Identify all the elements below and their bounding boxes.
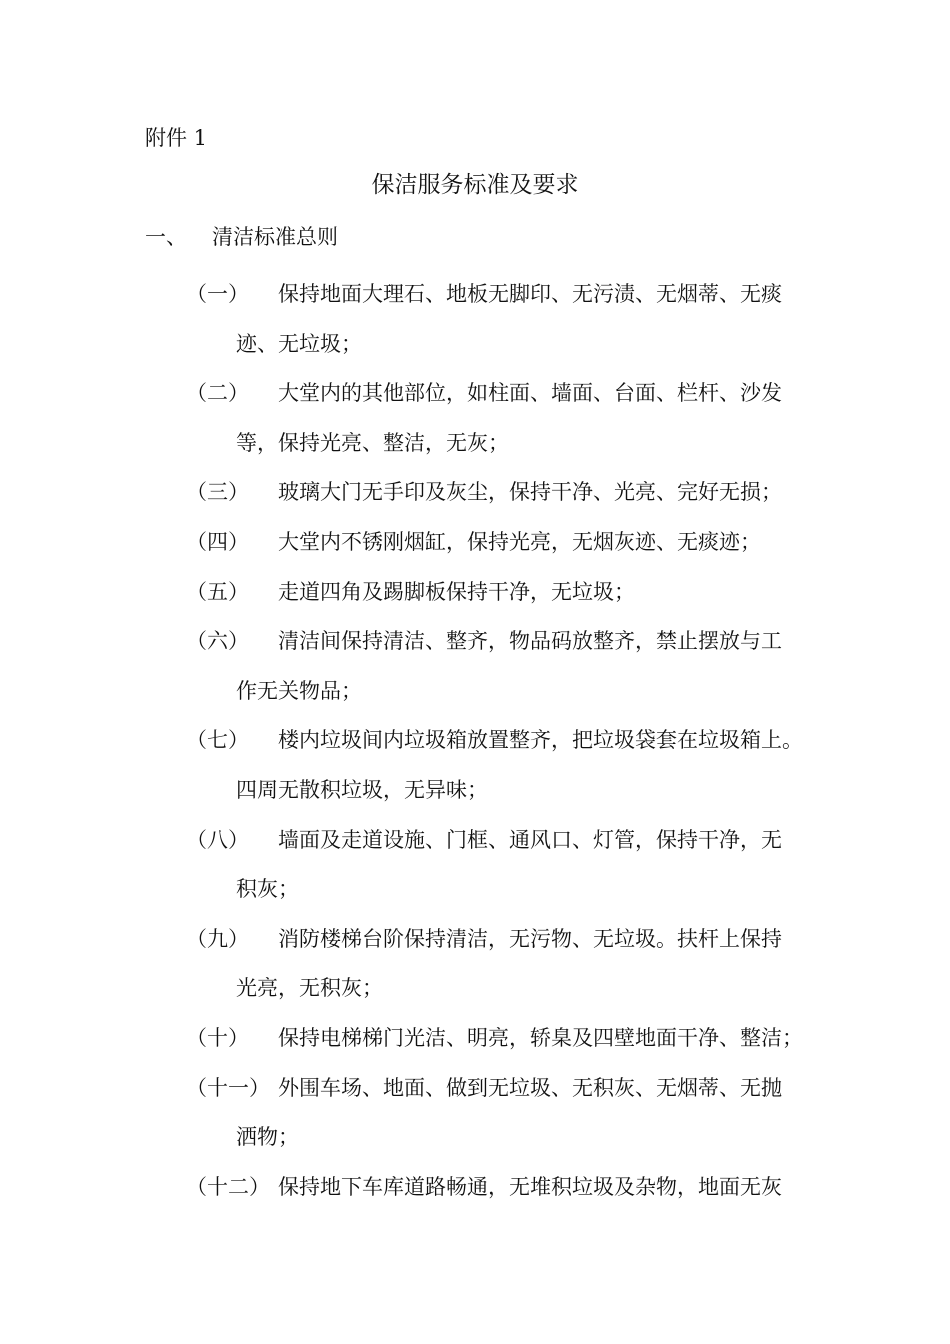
list-item-marker: （一）: [186, 282, 249, 306]
list-item-marker: （十）: [186, 1025, 249, 1050]
section-heading: [145, 223, 338, 251]
list-item: [186, 1064, 826, 1163]
list-item-line: [186, 1014, 826, 1064]
list-item-line: [186, 270, 826, 320]
list-item: [186, 518, 826, 568]
list-item: [186, 617, 826, 716]
list-item-line: [186, 617, 826, 667]
list-item-marker: （十一）: [186, 1075, 270, 1100]
list-item-continuation: 积灰；: [236, 877, 299, 902]
list-item-line: [186, 568, 826, 618]
list-item-line: [186, 1064, 826, 1114]
section-heading-text: 清洁标准总则: [212, 225, 338, 249]
list-item-marker: （七）: [186, 728, 249, 753]
list-item-text: 大堂内不锈刚烟缸，保持光亮，无烟灰迹、无痰迹；: [278, 529, 761, 554]
list-item-line: [186, 468, 826, 518]
list-item: [186, 1014, 826, 1064]
list-item: [186, 816, 826, 915]
list-item: [186, 1163, 826, 1213]
list-item-continuation: 迹、无垃圾；: [236, 331, 362, 356]
list-item-marker: （五）: [186, 579, 249, 604]
section-number: 一、: [145, 225, 187, 249]
list-item-text: 楼内垃圾间内垃圾箱放置整齐，把垃圾袋套在垃圾箱上。: [278, 728, 803, 753]
attachment-label: 附件 1: [145, 126, 208, 150]
list-item: [186, 270, 826, 369]
list-item-continuation: 洒物；: [236, 1125, 299, 1150]
list-item-line: [186, 518, 826, 568]
list-item-continuation: 作无关物品；: [236, 678, 362, 703]
list-item-text: 消防楼梯台阶保持清洁，无污物、无垃圾。扶杆上保持: [278, 926, 782, 951]
list-item-text: 清洁间保持清洁、整齐，物品码放整齐，禁止摆放与工: [278, 629, 782, 654]
list-item-continuation: 四周无散积垃圾，无异味；: [236, 777, 488, 802]
list-item-text: 墙面及走道设施、门框、通风口、灯管，保持干净，无: [278, 827, 782, 852]
standards-list: [186, 270, 826, 1212]
list-item-text: 保持地下车库道路畅通，无堆积垃圾及杂物，地面无灰: [278, 1174, 782, 1199]
list-item: [186, 568, 826, 618]
list-item-marker: （十二）: [186, 1174, 270, 1199]
list-item-line: [186, 369, 826, 419]
list-item-continuation: 光亮，无积灰；: [236, 976, 383, 1001]
list-item-text: 走道四角及踢脚板保持干净，无垃圾；: [278, 579, 635, 604]
list-item-text: 保持地面大理石、地板无脚印、无污渍、无烟蒂、无痰: [278, 282, 782, 306]
list-item: [186, 468, 826, 518]
list-item-line: [186, 915, 826, 965]
list-item-text: 保持电梯梯门光洁、明亮，轿臬及四壁地面干净、整洁；: [278, 1025, 803, 1050]
list-item-marker: （八）: [186, 827, 249, 852]
list-item-line: [186, 1163, 826, 1213]
list-item: [186, 369, 826, 468]
list-item-text: 大堂内的其他部位，如柱面、墙面、台面、栏杆、沙发: [278, 381, 782, 406]
list-item-line: [186, 716, 826, 766]
list-item-marker: （六）: [186, 629, 249, 654]
list-item-text: 玻璃大门无手印及灰尘，保持干净、光亮、完好无损；: [278, 480, 782, 505]
page-title: 保洁服务标准及要求: [371, 172, 579, 198]
list-item-continuation: 等，保持光亮、整洁，无灰；: [236, 430, 509, 455]
list-item-marker: （四）: [186, 529, 249, 554]
list-item-line: [186, 816, 826, 866]
list-item-marker: （三）: [186, 480, 249, 505]
list-item-text: 外围车场、地面、做到无垃圾、无积灰、无烟蒂、无抛: [278, 1075, 782, 1100]
list-item: [186, 915, 826, 1014]
list-item: [186, 716, 826, 815]
list-item-marker: （九）: [186, 926, 249, 951]
list-item-marker: （二）: [186, 381, 249, 406]
